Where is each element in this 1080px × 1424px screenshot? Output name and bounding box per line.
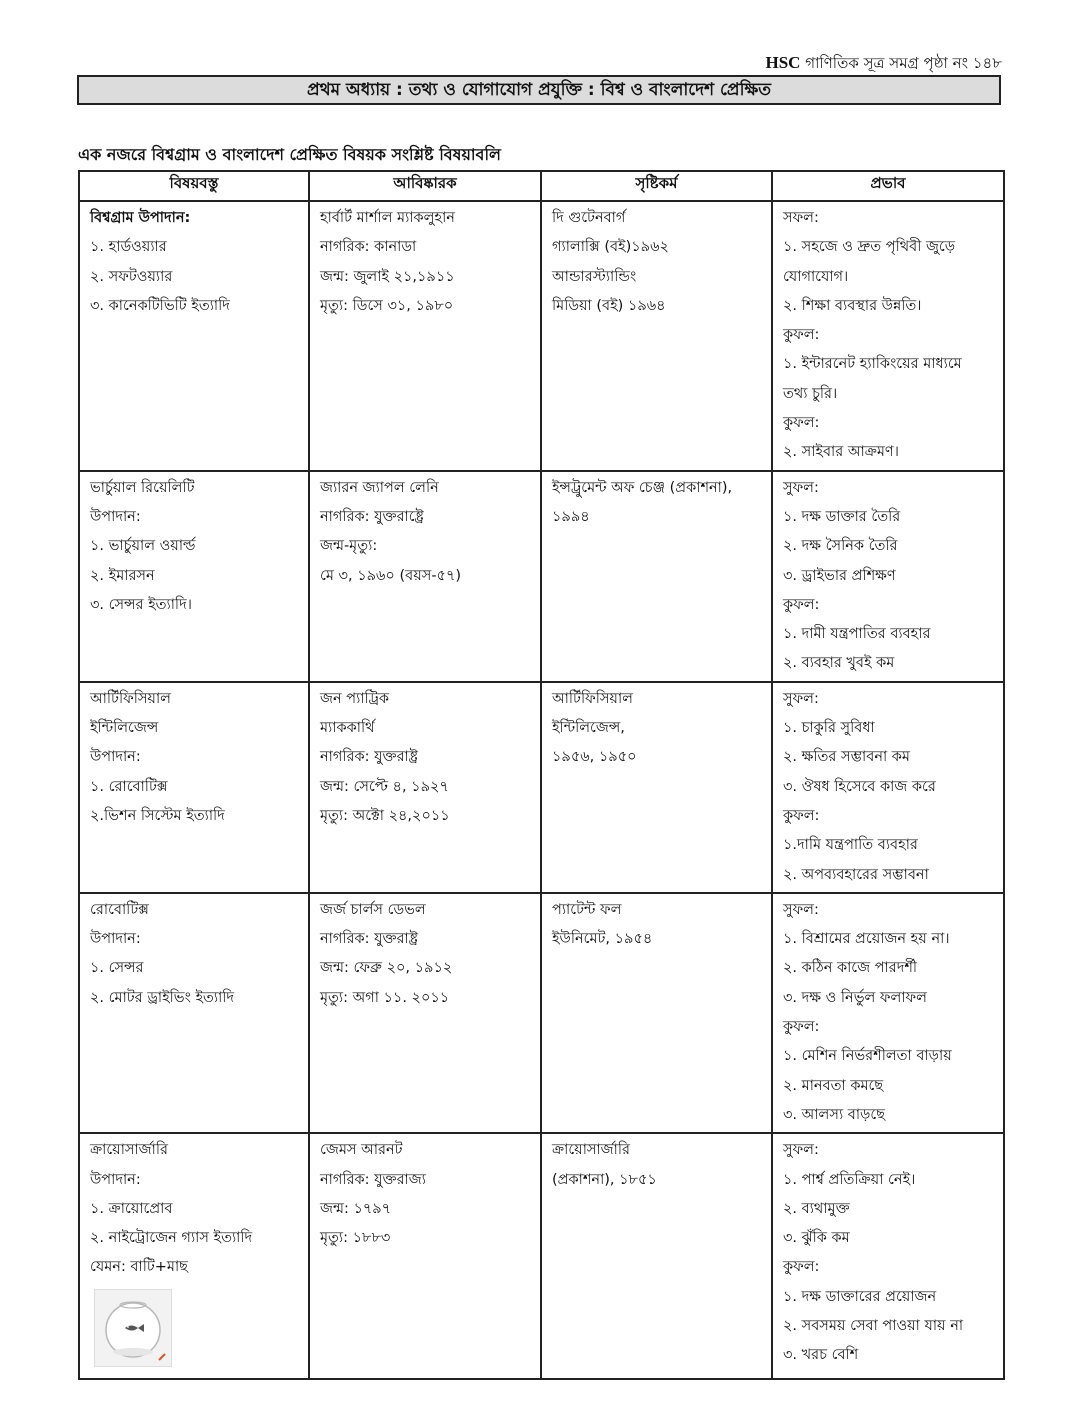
cell-line: নাগরিক: কানাডা <box>320 239 417 256</box>
cell-line: প্যাটেন্ট ফল <box>552 901 622 918</box>
cell-work <box>541 201 772 471</box>
cell-line: কুফল: <box>783 1019 820 1036</box>
cell-line: নাগরিক: যুক্তরাষ্ট্র <box>320 749 418 766</box>
cell-line: ইন্টিলিজেন্স <box>90 720 159 737</box>
cell-inventor <box>309 471 541 682</box>
cell-line: নাগরিক: যুক্তরাষ্ট্র <box>320 931 418 948</box>
cell-line: (প্রকাশনা), ১৮৫১ <box>552 1171 657 1188</box>
cell-line: গ্যালাক্সি (বই)১৯৬২ <box>552 239 669 256</box>
table-row <box>79 682 1004 893</box>
column-header-effect: প্রভাব <box>772 171 1004 201</box>
cell-line: ১. দক্ষ ডাক্তারের প্রয়োজন <box>783 1288 937 1305</box>
cell-line: মৃত্যু: ডিসে ৩১, ১৯৮০ <box>320 297 454 314</box>
fishbowl-icon <box>95 1290 171 1366</box>
cell-line: ১৯৯৪ <box>552 508 590 525</box>
cell-line: আন্ডারস্ট্যান্ডিং <box>552 268 637 285</box>
table-row <box>79 893 1004 1133</box>
fishbowl-image <box>94 1289 172 1367</box>
page-reference-text: গাণিতিক সূত্র সমগ্র পৃষ্ঠা নং ১৪৮ <box>805 54 1002 72</box>
cell-line: উপাদান: <box>90 749 141 766</box>
cell-line: ১. চাকুরি সুবিধা <box>783 720 875 737</box>
cell-line: উপাদান: <box>90 508 141 525</box>
cell-line: ১. রোবোটিক্স <box>90 778 168 795</box>
cell-work <box>541 471 772 682</box>
cell-line: যোগাযোগ। <box>783 268 849 285</box>
cell-inventor <box>309 893 541 1133</box>
cell-line: মৃত্যু: ১৮৮৩ <box>320 1230 391 1247</box>
cell-line: কুফল: <box>783 807 820 824</box>
cell-line: রোবোটিক্স <box>90 901 149 918</box>
cell-effect <box>772 471 1004 682</box>
info-table <box>78 170 1005 1380</box>
cell-line: ১. দক্ষ ডাক্তার তৈরি <box>783 508 901 525</box>
cell-line: জন্ম: জুলাই ২১,১৯১১ <box>320 268 455 285</box>
cell-subject <box>79 201 309 471</box>
cell-line: ইন্টিলিজেন্স, <box>552 720 625 737</box>
cell-inventor <box>309 1133 541 1379</box>
cell-line: ১. বিশ্রামের প্রয়োজন হয় না। <box>783 931 950 948</box>
table-row <box>79 1133 1004 1379</box>
cell-line: ১. হার্ডওয়্যার <box>90 239 167 256</box>
cell-line: জন্ম: সেপ্টে ৪, ১৯২৭ <box>320 778 449 795</box>
cell-line: কুফল: <box>783 415 820 432</box>
page-reference <box>766 52 1003 77</box>
cell-line: সুফল: <box>783 1142 819 1159</box>
chapter-title: প্রথম অধ্যায় : তথ্য ও যোগাযোগ প্রযুক্তি : বিশ্ব ও বাংলাদেশ প্রেক্ষিত <box>306 80 772 100</box>
cell-line: ৩. দক্ষ ও নির্ভুল ফলাফল <box>783 989 927 1006</box>
cell-line: নাগরিক: যুক্তরাজ্য <box>320 1171 426 1188</box>
column-header-inventor: আবিষ্কারক <box>309 171 541 201</box>
cell-line: জন্ম: ১৭৯৭ <box>320 1200 392 1217</box>
cell-line: ৩. ঔষধ হিসেবে কাজ করে <box>783 778 936 795</box>
chapter-title-bar <box>77 75 1001 105</box>
cell-line: ২. দক্ষ সৈনিক তৈরি <box>783 538 898 555</box>
cell-line: দি গুটেনবার্গ <box>552 210 626 226</box>
cell-line: ক্রায়োসার্জারি <box>90 1142 168 1159</box>
cell-line: ১. মেশিন নির্ভরশীলতা বাড়ায় <box>783 1048 952 1065</box>
table-row <box>79 201 1004 471</box>
cell-line: উপাদান: <box>90 931 141 948</box>
cell-work <box>541 1133 772 1379</box>
cell-line: ২. ক্ষতির সম্ভাবনা কম <box>783 749 910 766</box>
cell-effect <box>772 201 1004 471</box>
cell-inventor <box>309 682 541 893</box>
cell-line: জেমস আরনট <box>320 1142 403 1159</box>
cell-line: ৩. আলস্য বাড়ছে <box>783 1106 885 1123</box>
cell-line: ২. অপব্যবহারের সম্ভাবনা <box>783 866 929 883</box>
cell-effect <box>772 682 1004 893</box>
cell-line: বিশ্বগ্রাম উপাদান: <box>90 210 191 226</box>
cell-line: জন্ম-মৃত্যু: <box>320 538 378 555</box>
cell-line: ১. পার্শ্ব প্রতিক্রিয়া নেই। <box>783 1171 916 1188</box>
cell-work <box>541 682 772 893</box>
cell-line: ৩. কানেকটিভিটি ইত্যাদি <box>90 297 230 314</box>
cell-line: ২. ইমারসন <box>90 567 155 584</box>
cell-line: ২. মোটর ড্রাইভিং ইত্যাদি <box>90 989 235 1006</box>
cell-line: ১. ক্রায়োপ্রোব <box>90 1200 173 1217</box>
cell-line: ভার্চুয়াল রিয়েলিটি <box>90 479 195 496</box>
cell-effect <box>772 893 1004 1133</box>
cell-line: জন প্যাট্রিক <box>320 690 390 707</box>
cell-line: ১. সেন্সর <box>90 960 144 977</box>
cell-line: ম্যাককার্থি <box>320 720 375 737</box>
cell-line: মৃত্যু: অক্টো ২৪,২০১১ <box>320 807 450 824</box>
cell-line: মৃত্যু: অগা ১১. ২০১১ <box>320 989 450 1006</box>
cell-line: ২. সাইবার আক্রমণ। <box>783 444 899 461</box>
cell-line: আর্টিফিসিয়াল <box>552 690 633 707</box>
cell-line: ২. সবসময় সেবা পাওয়া যায় না <box>783 1317 964 1334</box>
cell-subject <box>79 893 309 1133</box>
cell-line: কুফল: <box>783 327 820 344</box>
cell-work <box>541 893 772 1133</box>
cell-line: ইউনিমেট, ১৯৫৪ <box>552 931 653 948</box>
cell-line: সফল: <box>783 210 819 226</box>
cell-line: ১. সহজে ও দ্রুত পৃথিবী জুড়ে <box>783 239 956 256</box>
cell-line: কুফল: <box>783 1259 820 1276</box>
cell-line: মিডিয়া (বই) ১৯৬৪ <box>552 297 666 314</box>
cell-line: মে ৩, ১৯৬০ (বয়স-৫৭) <box>320 567 462 584</box>
cell-line: ২.ভিশন সিস্টেম ইত্যাদি <box>90 807 225 824</box>
cell-inventor <box>309 201 541 471</box>
cell-line: ইন্সট্রুমেন্ট অফ চেঞ্জ (প্রকাশনা), <box>552 479 733 496</box>
cell-line: ২. শিক্ষা ব্যবস্থার উন্নতি। <box>783 297 922 314</box>
cell-line: সুফল: <box>783 690 819 707</box>
cell-line: ১. ভার্চুয়াল ওয়ার্ল্ড <box>90 538 196 555</box>
hsc-label: HSC <box>765 53 801 72</box>
cell-line: যেমন: বাটি+মাছ <box>90 1259 188 1276</box>
cell-line: জর্জ চার্লস ডেভল <box>320 901 426 918</box>
column-header-work: সৃষ্টিকর্ম <box>541 171 772 201</box>
cell-line: নাগরিক: যুক্তরাষ্ট্রে <box>320 508 424 525</box>
cell-line: জন্ম: ফেব্রু ২০, ১৯১২ <box>320 960 453 977</box>
cell-line: সুফল: <box>783 901 819 918</box>
cell-line: জ্যারন জ্যাপল লেনি <box>320 479 439 496</box>
column-header-subject: বিষয়বস্তু <box>79 171 309 201</box>
table-row <box>79 471 1004 682</box>
cell-line: সুফল: <box>783 479 819 496</box>
section-title: এক নজরে বিশ্বগ্রাম ও বাংলাদেশ প্রেক্ষিত বিষয়ক সংশ্লিষ্ট বিষয়াবলি <box>78 145 501 164</box>
cell-line: হার্বার্ট মার্শাল ম্যাকলুহান <box>320 210 455 226</box>
cell-line: ২. সফটওয়্যার <box>90 268 173 285</box>
cell-line: ৩. ঝুঁকি কম <box>783 1230 850 1247</box>
cell-line: আর্টিফিসিয়াল <box>90 690 171 707</box>
cell-subject <box>79 471 309 682</box>
cell-line: ক্রায়োসার্জারি <box>552 1142 630 1159</box>
cell-line: ১.দামি যন্ত্রপাতি ব্যবহার <box>783 837 918 854</box>
cell-line: তথ্য চুরি। <box>783 385 838 402</box>
cell-line: ৩. খরচ বেশি <box>783 1347 859 1364</box>
cell-line: ২. মানবতা কমছে <box>783 1077 884 1094</box>
cell-line: ৩. সেন্সর ইত্যাদি। <box>90 596 192 613</box>
cell-line: কুফল: <box>783 596 820 613</box>
cell-line: ১. দামী যন্ত্রপাতির ব্যবহার <box>783 626 931 643</box>
table-header-row <box>79 171 1004 201</box>
cell-subject <box>79 682 309 893</box>
cell-subject <box>79 1133 309 1379</box>
cell-line: ১৯৫৬, ১৯৫০ <box>552 749 637 766</box>
cell-line: ২. কঠিন কাজে পারদর্শী <box>783 960 918 977</box>
cell-line: ২. ব্যথামুক্ত <box>783 1200 850 1217</box>
cell-line: উপাদান: <box>90 1171 141 1188</box>
cell-effect <box>772 1133 1004 1379</box>
cell-line: ২. ব্যবহার খুবই কম <box>783 655 895 672</box>
cell-line: ৩. ড্রাইভার প্রশিক্ষণ <box>783 567 896 584</box>
cell-line: ২. নাইট্রোজেন গ্যাস ইত্যাদি <box>90 1230 253 1247</box>
cell-line: ১. ইন্টারনেট হ্যাকিংয়ের মাধ্যমে <box>783 356 962 373</box>
